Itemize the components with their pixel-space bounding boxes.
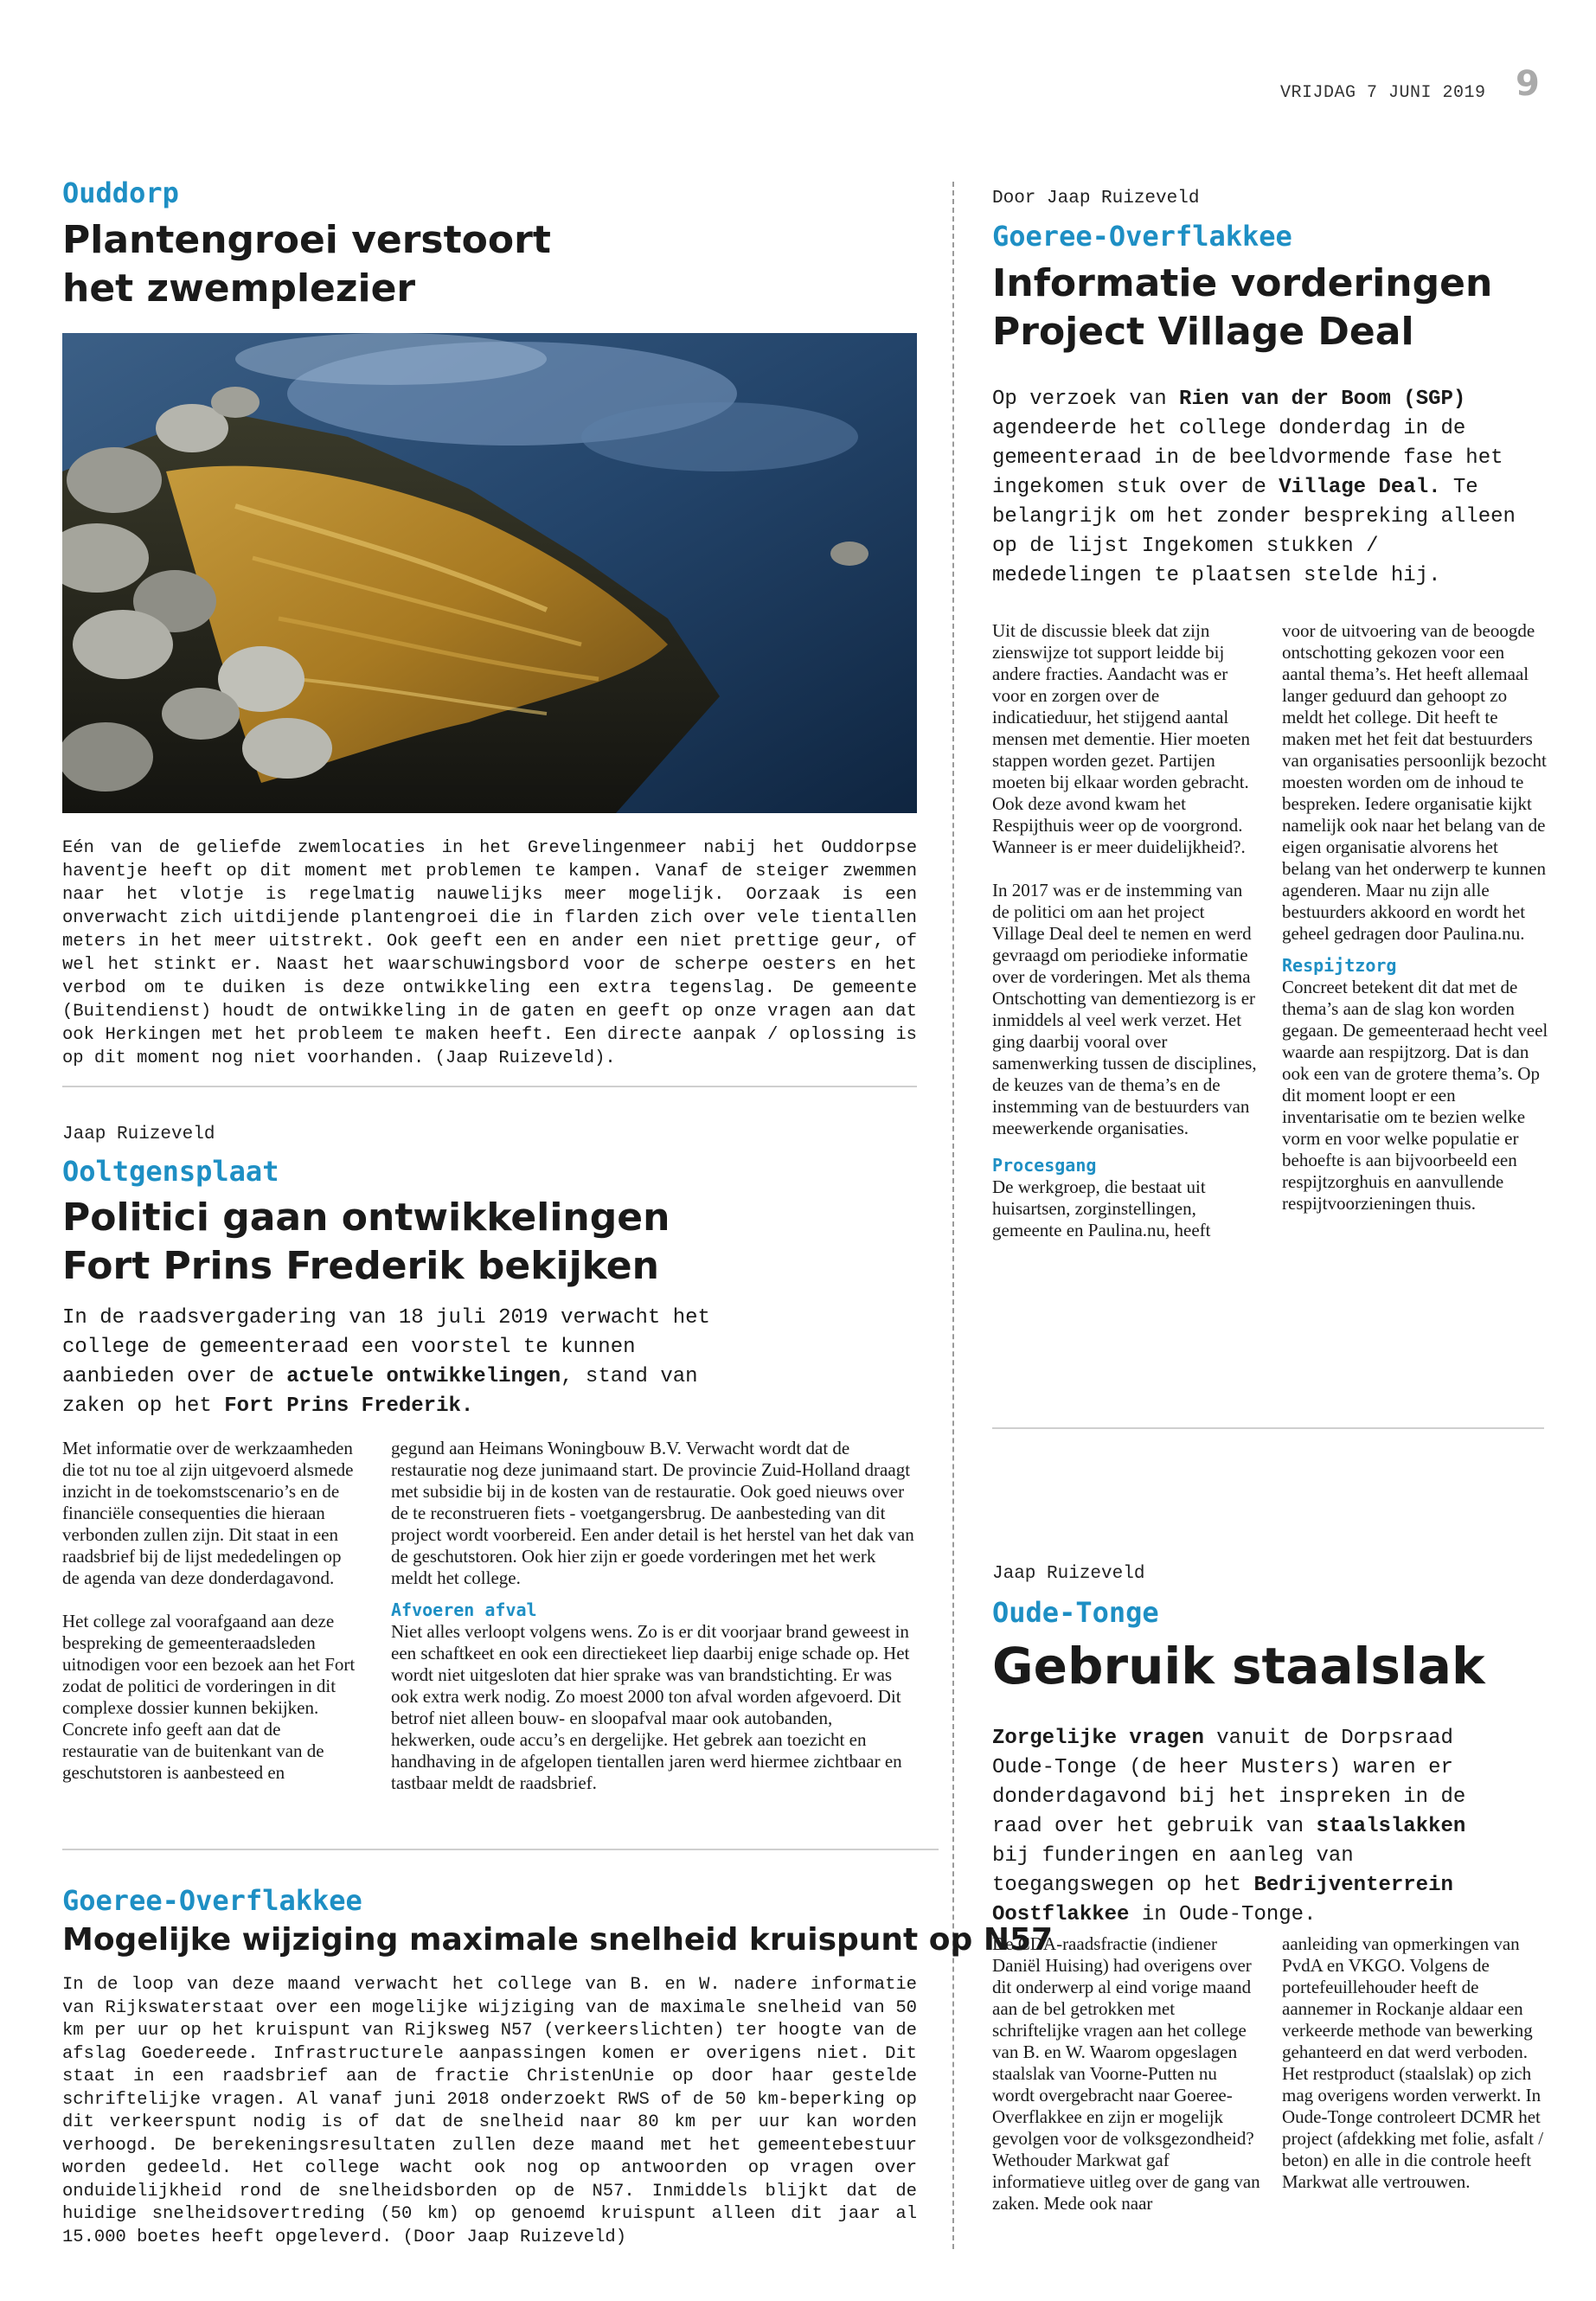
- art5-col2: [1282, 1933, 1550, 2193]
- art5-intro-d: bij funderingen en aanleg van toegangswegen op het: [992, 1844, 1354, 1897]
- art2-intro-b: actuele ontwikkelingen: [286, 1365, 561, 1388]
- art3-title: Mogelijke wijziging maximale snelheid kruispunt op N57: [62, 1922, 1054, 1958]
- art1-body: Eén van de geliefde zwemlocaties in het Grevelingenmeer nabij het Ouddorpse haventje heeft op dit moment met problemen te kampen. Vanaf de steiger zwemmen naar het vlotje is regelmatig nauwelijks meer mogelijk. Oorzaak is een onverwacht zich uitdijende plantengroei die in flarden zich over vele tientallen meters in het meer uitstrekt. Ook geeft een en ander een niet prettige geur, of wel het stinkt er. Naast het waarschuwingsbord voor de scherpe oesters en het verbod om te duiken is deze ontwikkeling een extra tegenslag. De gemeente (Buitendienst) houdt de ontwikkeling in de gaten en geeft op onze vragen aan dat ook Herkingen met het probleem te maken heeft. Een directe aanpak / oplossing is op dit moment nog niet voorhanden. (Jaap Ruizeveld).: [62, 838, 917, 1068]
- art1-title-line2: het zwemplezier: [62, 266, 416, 311]
- art4-col1: [992, 620, 1260, 1241]
- art2-byline: Jaap Ruizeveld: [62, 1125, 215, 1144]
- art2-col2: [391, 1438, 914, 1794]
- art4-col2-sub: Respijtzorg: [1282, 955, 1397, 976]
- art5-intro: [992, 1724, 1511, 1930]
- art4-col1-p2: In 2017 was er de instemming van de politici om aan het project Village Deal deel te nemen en werd gevraagd om periodieke informatie over de vorderingen. Met als thema Ontschotting van dementiezorg is er inmiddels al veel werk verzet. Het ging daarbij vooral over samenwerking tussen de disciplines, de keuzes van de thema’s en de instemming van de bestuurders van meewerkende organisaties.: [992, 880, 1257, 1138]
- art4-col2-p1: voor de uitvoering van de beoogde ontschotting gekozen voor een aantal thema’s. Het heeft allemaal langer geduurd dan gehoopt zo meldt het college. Dit heeft te maken met het feit dat bestuurders van organisaties persoonlijk bezocht moesten worden om de inhoud te bespreken. Iedere organisatie kijkt namelijk ook naar het belang van de eigen organisatie alvorens het belang van het onderwerp te kunnen agenderen. Maar nu zijn alle bestuurders akkoord en wordt het geheel gedragen door Paulina.nu.: [1282, 620, 1547, 944]
- art4-kicker: Goeree-Overflakkee: [992, 220, 1292, 253]
- art3-kicker: Goeree-Overflakkee: [62, 1884, 362, 1917]
- art2-col1-p2: Het college zal voorafgaand aan deze bespreking de gemeenteraadsleden uitnodigen voor een bezoek aan het Fort zodat de politici de vorderingen in dit complexe dossier kunnen bekijken. Concrete info geeft aan dat de restauratie van de buitenkant van de geschutstoren is aanbesteed en: [62, 1611, 356, 1783]
- page-number: 9: [1516, 64, 1540, 104]
- art2-col2-p1: gegund aan Heimans Woningbouw B.V. Verwacht wordt dat de restauratie nog deze junimaand start. De provincie Zuid-Holland draagt met subsidie bij in de kosten van de restauratie. Ook goed nieuws over de te reconstrueren fiets - voetgangersbrug. De aanbesteding van dit project wordt voorbereid. Een ander detail is het herstel van het dak van de geschutstoren. Ook hier zijn er goede vorderingen met het werk meldt het college.: [391, 1438, 914, 1588]
- art2-col2-p2: Niet alles verloopt volgens wens. Zo is er dit voorjaar brand geweest in een schaftkeet en ook een directiekeet liep daarbij enige schade op. Het wordt niet uitgesloten dat hier sprake was van brandstichting. Er was ook extra werk nodig. Zo moest 2000 ton afval worden afgevoerd. Dit betrof niet alleen bouw- en sloopafval maar ook autobanden, hekwerken, oude accu’s en dergelijke. Het gebrek aan toezicht en handhaving in de afgelopen tientallen jaren werd hiermee zichtbaar en tastbaar meldt de raadsbrief.: [391, 1621, 910, 1793]
- art4-intro-e: Te belangrijk om het zonder bespreking alleen op de lijst Ingekomen stukken / mededelingen te plaatsen stelde hij.: [992, 476, 1516, 587]
- water-plants-photo: [62, 333, 917, 813]
- art4-col1-p3: De werkgroep, die bestaat uit huisartsen, zorginstellingen, gemeente en Paulina.nu, heeft: [992, 1176, 1211, 1240]
- art5-col1-p2: Wethouder Markwat gaf informatieve uitleg over de gang van zaken. Mede ook naar: [992, 2150, 1260, 2214]
- art4-separator: [992, 1427, 1544, 1429]
- art5-kicker: Oude-Tonge: [992, 1596, 1159, 1629]
- art1-title: [62, 216, 551, 313]
- art5-title: Gebruik staalslak: [992, 1637, 1485, 1695]
- art4-intro-b: Rien van der Boom (SGP): [1179, 388, 1466, 411]
- art2-col1-p1: Met informatie over de werkzaamheden die tot nu toe al zijn uitgevoerd alsmede inzicht in de toekomstscenario’s en de financiële consequenties die hieraan verbonden zullen zijn. Dit staat in een raadsbrief bij de lijst mededelingen op de agenda van deze donderdagavond.: [62, 1438, 354, 1588]
- art4-intro-d: Village Deal.: [1279, 476, 1441, 499]
- art2-intro-a: In de raadsvergadering van 18 juli 2019 verwacht het college de gemeenteraad een voorstel te kunnen aanbieden over de: [62, 1306, 710, 1388]
- art5-intro-b: vanuit de Dorpsraad Oude-Tonge (de heer Musters) waren er donderdagavond bij het inspreken in de raad over het gebruik van: [992, 1727, 1466, 1838]
- art1-title-line1: Plantengroei verstoort: [62, 218, 551, 262]
- art4-byline: Door Jaap Ruizeveld: [992, 189, 1200, 208]
- art4-col2-p2: Concreet betekent dit dat met de thema’s aan de slag kon worden gegaan. De gemeenteraad hecht veel waarde aan respijtzorg. Dat is dan ook een van de grotere thema’s. Op dit moment loopt er een inventarisatie om te bezien welke vorm en voor welke populatie er behoefte is aan bijvoorbeeld een respijtzorghuis en aanvullende respijtvoorzieningen thuis.: [1282, 977, 1548, 1214]
- art4-intro-a: Op verzoek van: [992, 388, 1180, 411]
- art2-intro-c: , stand van zaken op het: [62, 1365, 698, 1418]
- art4-title-line2: Project Village Deal: [992, 310, 1414, 354]
- art4-intro-c: agendeerde het college donderdag in de gemeenteraad in de beeldvormende fase het ingekomen stuk over de: [992, 417, 1503, 499]
- art2-title-line2: Fort Prins Frederik bekijken: [62, 1244, 659, 1288]
- art2-separator: [62, 1849, 939, 1850]
- art4-intro: [992, 385, 1533, 591]
- art1-kicker: Ouddorp: [62, 176, 179, 209]
- art3-body: In de loop van deze maand verwacht het college van B. en W. nadere informatie van Rijkswaterstaat over een mogelijke wijziging van de maximale snelheid van 50 km per uur op het kruispunt van Rijksweg N57 (verkeerslichten) ter hoogte van de afslag Goedereede. Infrastructurele aanpassingen komen er overigens niet. Dit staat in een raadsbrief aan de fractie ChristenUnie op door haar gestelde schriftelijke vragen. Al vanaf juni 2018 onderzoekt RWS of de 50 km-beperking op dit verkeerspunt nodig is of dat de snelheid naar 80 km per uur kan worden verhoogd. De berekeningsresultaten zullen deze maand met het gemeentebestuur worden gedeeld. Het college wacht ook nog op antwoorden op vragen over onduidelijkheid rond de snelheidsborden op de N57. Inmiddels blijkt dat de huidige snelheidsovertreding (50 km) op genoemd kruispunt alleen dit jaar al 15.000 boetes heeft opgeleverd. (Door Jaap Ruizeveld): [62, 1975, 917, 2247]
- art5-intro-a: Zorgelijke vragen: [992, 1727, 1204, 1750]
- page-date: VRIJDAG 7 JUNI 2019: [1280, 83, 1486, 103]
- art5-col1: [992, 1933, 1260, 2214]
- art2-title: [62, 1194, 670, 1291]
- art2-intro-d: Fort Prins Frederik.: [224, 1394, 474, 1418]
- art2-intro: [62, 1304, 746, 1421]
- art5-intro-c: staalslakken: [1316, 1815, 1466, 1838]
- art2-title-line1: Politici gaan ontwikkelingen: [62, 1195, 670, 1240]
- art5-intro-f: in Oude-Tonge.: [1129, 1903, 1317, 1926]
- art2-col2-sub: Afvoeren afval: [391, 1599, 537, 1620]
- art5-intro-e: Bedrijventerrein Oostflakkee: [992, 1874, 1453, 1926]
- art5-byline: Jaap Ruizeveld: [992, 1564, 1145, 1584]
- art4-col1-sub: Procesgang: [992, 1155, 1097, 1176]
- art2-kicker: Ooltgensplaat: [62, 1155, 279, 1188]
- art1-separator: [62, 1086, 917, 1087]
- art2-col1: [62, 1438, 356, 1784]
- art5-col2-p1: aanleiding van opmerkingen van PvdA en VKGO. Volgens de portefeuillehouder heeft de aannemer in Rockanje aldaar een verkeerde methode van bewerking gehanteerd en dat werd verboden. Het restproduct (staalslak) op zich mag overigens worden verwerkt. In Oude-Tonge controleert DCMR het project (afdekking met folie, asfalt / beton) en alle in die controle heeft Markwat alle vertrouwen.: [1282, 1933, 1544, 2192]
- art4-col1-p1: Uit de discussie bleek dat zijn zienswijze tot support leidde bij andere fracties. Aandacht was er voor en zorgen over de indicatieduur, het stijgend aantal mensen met dementie. Hier moeten stappen worden gezet. Partijen moeten bij elkaar worden gebracht. Ook deze avond kwam het Respijthuis weer op de voorgrond. Wanneer is er meer duidelijkheid?.: [992, 620, 1250, 857]
- art4-col2: [1282, 620, 1550, 1215]
- art4-title: [992, 260, 1492, 356]
- art4-title-line1: Informatie vorderingen: [992, 261, 1493, 305]
- art1-photo: [62, 333, 917, 813]
- art5-col1-p1: De CDA-raadsfractie (indiener Daniël Huising) had overigens over dit onderwerp al eind vorige maand aan de bel getrokken met schriftelijke vragen aan het college van B. en W. Waarom opgeslagen staalslak van Voorne-Putten nu wordt overgebracht naar Goeree-Overflakkee en zijn er mogelijk gevolgen voor de volksgezondheid?: [992, 1933, 1254, 2149]
